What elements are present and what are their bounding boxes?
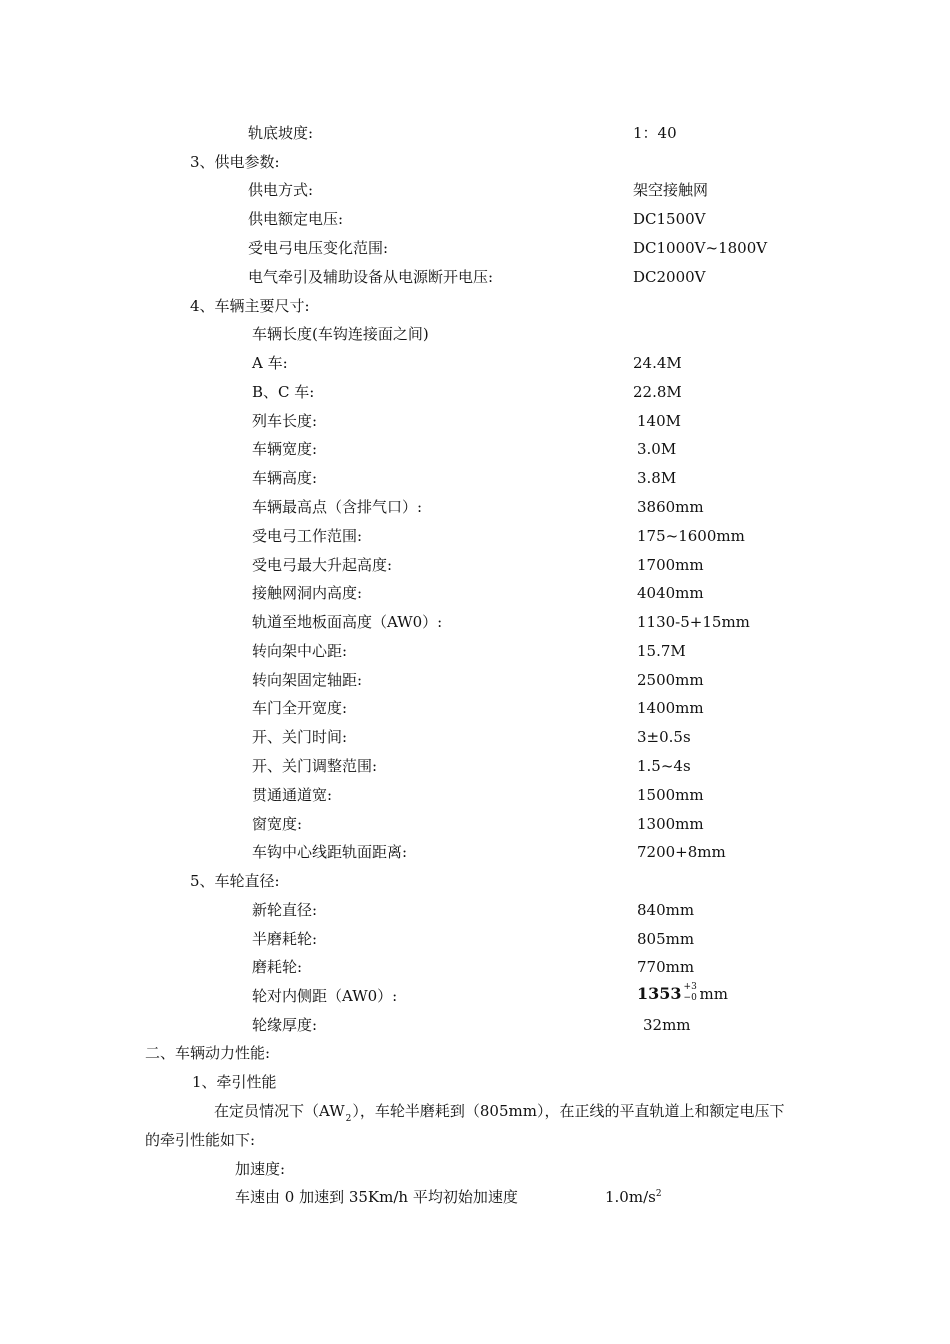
accel-superscript: 2	[655, 1189, 662, 1199]
wheel-gauge-base: 1353	[637, 984, 682, 1003]
row-value: 1.5~4s	[637, 757, 691, 775]
row-value: 2500mm	[637, 671, 704, 689]
paragraph-line: 的牵引性能如下:	[145, 1131, 256, 1149]
row-label: 轮对内侧距（AW0）:	[252, 987, 398, 1005]
row-label: 供电方式:	[248, 181, 314, 199]
row-value: 22.8M	[633, 383, 682, 401]
row-value: 175~1600mm	[637, 527, 745, 545]
wheel-gauge-tolerance	[683, 982, 698, 1005]
row-value: 24.4M	[633, 354, 682, 372]
row-value: 3860mm	[637, 498, 704, 516]
row-value: DC1500V	[633, 210, 706, 228]
row-label: 接触网洞内高度:	[252, 584, 363, 602]
row-value: 770mm	[637, 958, 695, 976]
paragraph-part: ），车轮半磨耗到（805mm），在正线的平直轨道上和额定电压下	[352, 1102, 785, 1120]
row-value: 1700mm	[637, 556, 704, 574]
tolerance-upper: +3	[683, 982, 697, 992]
row-value: 3.8M	[637, 469, 677, 487]
row-label: 开、关门时间:	[252, 728, 348, 746]
accel-text: 车速由 0 加速到 35Km/h 平均初始加速度	[235, 1188, 518, 1206]
row-value: 1：40	[633, 124, 677, 142]
row-label: 车辆最高点（含排气口）:	[252, 498, 423, 516]
row-label: 新轮直径:	[252, 901, 318, 919]
paragraph-line	[214, 1101, 784, 1124]
row-label: A 车:	[252, 354, 288, 372]
row-label: 列车长度:	[252, 412, 318, 430]
row-value: 3±0.5s	[637, 728, 691, 746]
row-label: 开、关门调整范围:	[252, 757, 378, 775]
row-label: 车辆宽度:	[252, 440, 318, 458]
row-label: 受电弓最大升起高度:	[252, 556, 393, 574]
row-value: 32mm	[643, 1016, 691, 1034]
section-title: 二、车辆动力性能:	[145, 1044, 271, 1062]
row-value: 140M	[637, 412, 681, 430]
row-label: 车辆高度:	[252, 469, 318, 487]
paragraph-part: 在定员情况下（AW	[214, 1102, 345, 1120]
aw-subscript: 2	[345, 1114, 352, 1124]
section-heading: 5、车轮直径:	[190, 872, 280, 890]
row-label: 磨耗轮:	[252, 958, 303, 976]
row-value: 805mm	[637, 930, 695, 948]
row-value: 1130-5+15mm	[637, 613, 750, 631]
row-label: 贯通通道宽:	[252, 786, 333, 804]
row-value: 15.7M	[637, 642, 686, 660]
row-value: 1300mm	[637, 815, 704, 833]
section-heading: 4、车辆主要尺寸:	[190, 297, 310, 315]
row-value: 3.0M	[637, 440, 677, 458]
row-value: 1400mm	[637, 699, 704, 717]
subsection-heading: 1、牵引性能	[192, 1073, 277, 1091]
row-label: 车钩中心线距轨面距离:	[252, 843, 408, 861]
row-label: 电气牵引及辅助设备从电源断开电压:	[248, 268, 494, 286]
row-label: 供电额定电压:	[248, 210, 344, 228]
row-value: DC1000V~1800V	[633, 239, 768, 257]
accel-value	[605, 1187, 662, 1210]
wheel-gauge-value	[637, 984, 728, 1005]
wheel-gauge-unit: mm	[699, 985, 728, 1003]
row-value: 7200+8mm	[637, 843, 726, 861]
accel-value-number: 1.0m/s	[605, 1188, 656, 1206]
row-label: 转向架固定轴距:	[252, 671, 363, 689]
row-label: 轨道至地板面高度（AW0）:	[252, 613, 443, 631]
row-label: 受电弓电压变化范围:	[248, 239, 389, 257]
row-label: B、C 车:	[252, 383, 315, 401]
row-label: 转向架中心距:	[252, 642, 348, 660]
row-label: 车门全开宽度:	[252, 699, 348, 717]
tolerance-lower: −0	[683, 993, 697, 1003]
row-value: 1500mm	[637, 786, 704, 804]
row-value: 840mm	[637, 901, 695, 919]
row-label: 轨底坡度:	[248, 124, 314, 142]
row-value: DC2000V	[633, 268, 706, 286]
row-label: 半磨耗轮:	[252, 930, 318, 948]
accel-title: 加速度:	[235, 1160, 286, 1178]
row-value: 4040mm	[637, 584, 704, 602]
row-label: 受电弓工作范围:	[252, 527, 363, 545]
row-value: 架空接触网	[633, 181, 709, 199]
row-label: 车辆长度(车钩连接面之间)	[252, 325, 429, 343]
section-heading: 3、供电参数:	[190, 153, 280, 171]
row-label: 窗宽度:	[252, 815, 303, 833]
row-label: 轮缘厚度:	[252, 1016, 318, 1034]
